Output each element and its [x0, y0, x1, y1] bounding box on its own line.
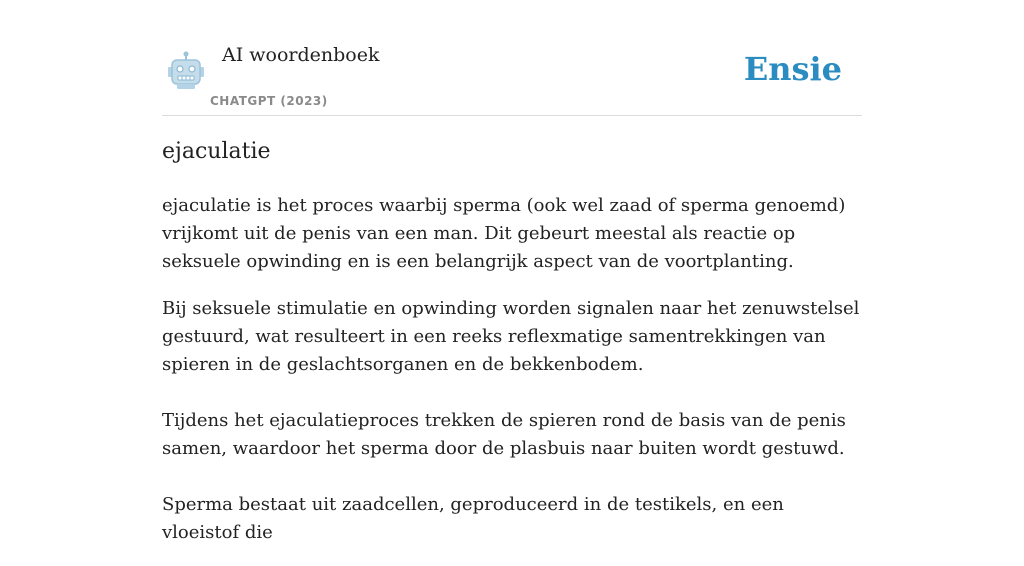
definition-paragraph: Sperma bestaat uit zaadcellen, geproduceerd in de testikels, en een vloeistof die	[162, 494, 784, 543]
definition-paragraph: Bij seksuele stimulatie en opwinding worden signalen naar het zenuwstelsel gestuurd, wat resulteert in een reeks reflexmatige samentrekkingen van spieren in de geslachtsorganen en de bekkenbodem.	[162, 298, 860, 375]
entry-definition	[162, 192, 866, 566]
ensie-logo-link[interactable]: Ensie	[743, 50, 842, 88]
robot-icon	[166, 51, 206, 91]
dictionary-title[interactable]: AI woordenboek	[222, 44, 380, 66]
definition-paragraph: Tijdens het ejaculatieproces trekken de spieren rond de basis van de penis samen, waardoor het sperma door de plasbuis naar buiten wordt gestuwd.	[162, 410, 846, 459]
source-label: CHATGPT (2023)	[210, 94, 328, 108]
entry-term: ejaculatie	[162, 139, 271, 164]
header	[162, 36, 862, 116]
definition-paragraph: ejaculatie is het proces waarbij sperma (ook wel zaad of sperma genoemd) vrijkomt uit de penis van een man. Dit gebeurt meestal als reactie op seksuele opwinding en is een belangrijk aspect van de voortplanting.	[162, 195, 846, 272]
